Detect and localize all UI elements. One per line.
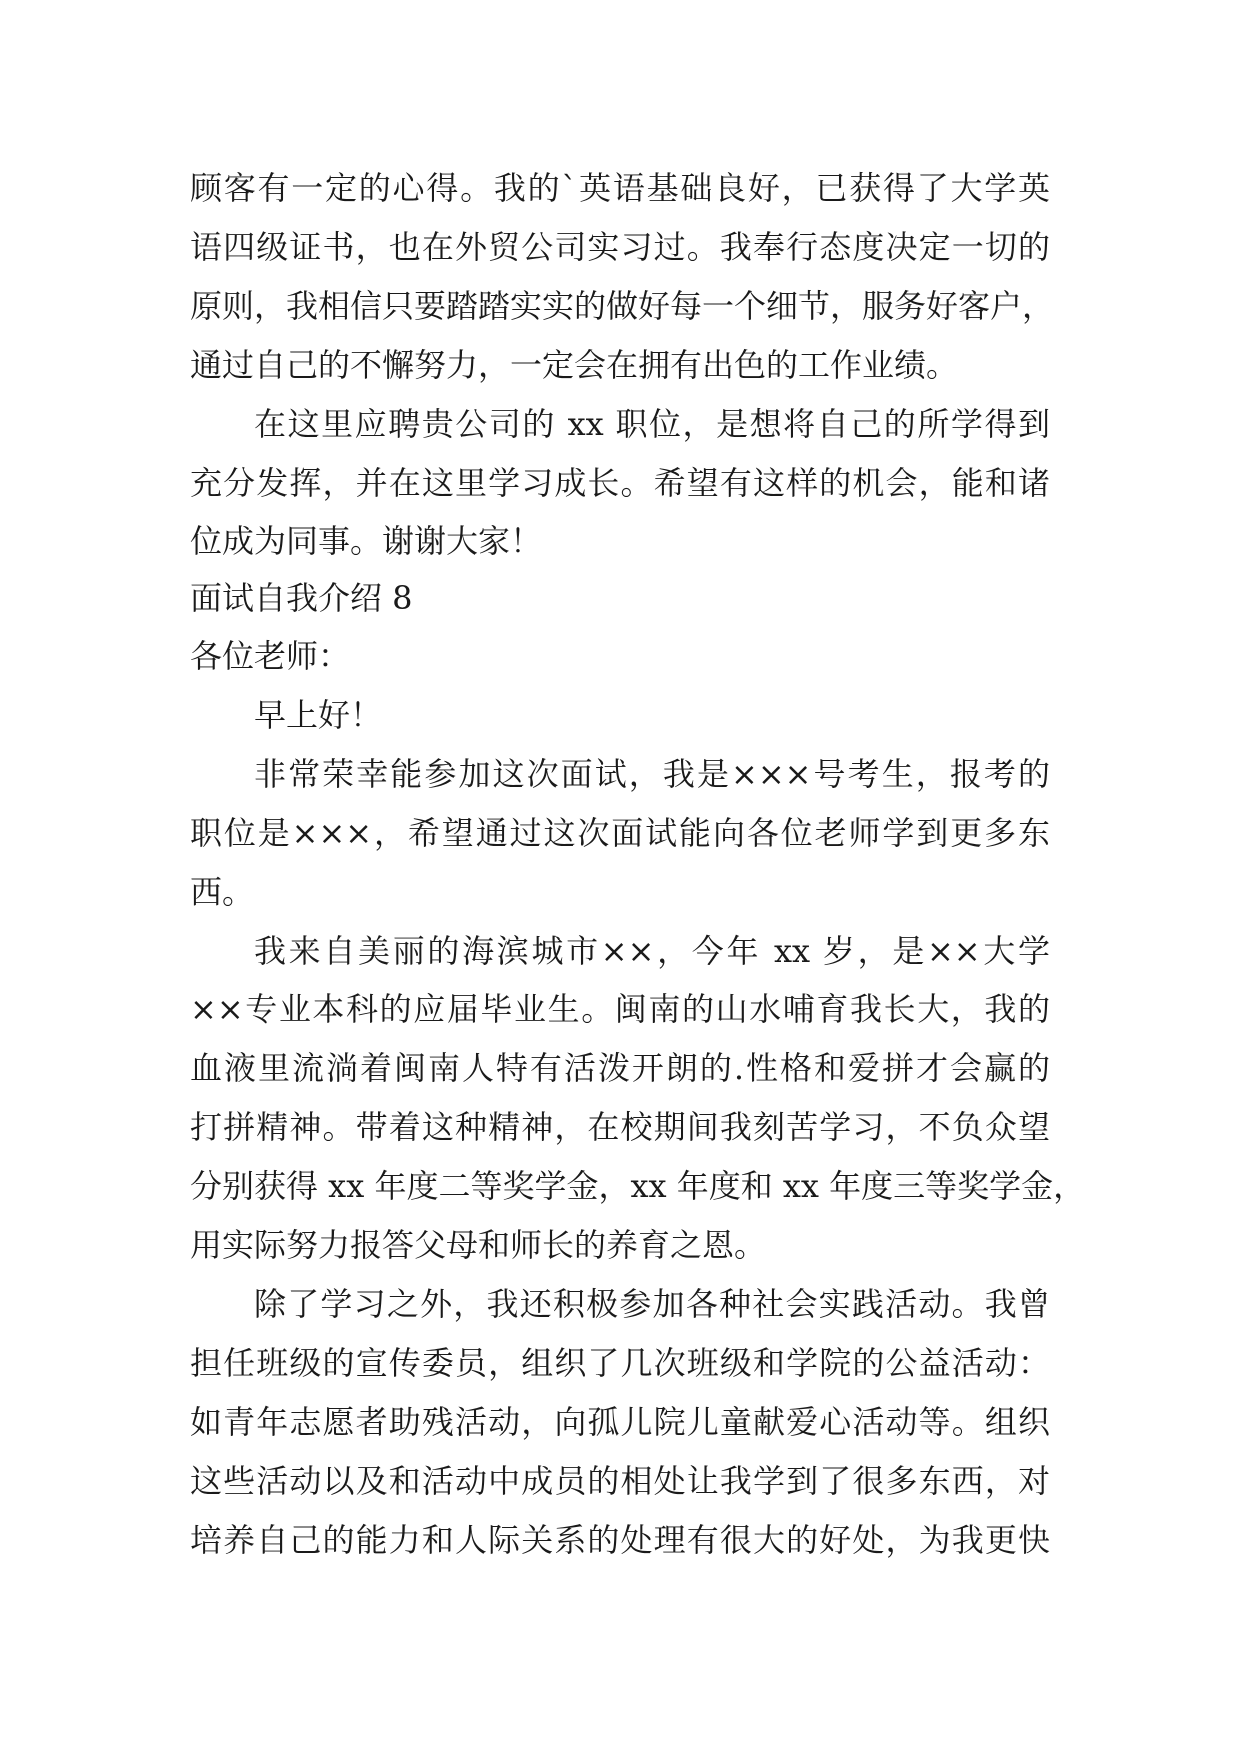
text-line: 位成为同事。谢谢大家！ (190, 522, 543, 560)
text-line: 分别获得 xx 年度二等奖学金，xx 年度和 xx 年度三等奖学金， (190, 1167, 1086, 1205)
section-heading: 面试自我介绍 8 (190, 579, 413, 617)
text-line: 除了学习之外，我还积极参加各种社会实践活动。我曾 (254, 1285, 1050, 1323)
text-line: 非常荣幸能参加这次面试，我是×××号考生，报考的 (254, 755, 1050, 793)
text-line: 血液里流淌着闽南人特有活泼开朗的.性格和爱拼才会赢的 (190, 1049, 1050, 1087)
text-line: 通过自己的不懈努力，一定会在拥有出色的工作业绩。 (190, 346, 959, 384)
text-line: 我来自美丽的海滨城市××，今年 xx 岁，是××大学 (254, 932, 1050, 970)
text-line: 打拼精神。带着这种精神，在校期间我刻苦学习，不负众望 (190, 1108, 1050, 1146)
text-line: 充分发挥，并在这里学习成长。希望有这样的机会，能和诸 (190, 464, 1050, 502)
text-line: 语四级证书，也在外贸公司实习过。我奉行态度决定一切的 (190, 228, 1050, 266)
salutation: 各位老师： (190, 637, 351, 675)
text-line: 顾客有一定的心得。我的`英语基础良好，已获得了大学英 (190, 169, 1050, 207)
text-line: 用实际努力报答父母和师长的养育之恩。 (190, 1226, 767, 1264)
text-line: 在这里应聘贵公司的 xx 职位，是想将自己的所学得到 (254, 405, 1050, 443)
text-line: 培养自己的能力和人际关系的处理有很大的好处，为我更快 (190, 1521, 1050, 1559)
greeting: 早上好！ (254, 696, 383, 734)
text-line: 这些活动以及和活动中成员的相处让我学到了很多东西，对 (190, 1462, 1050, 1500)
text-line: 担任班级的宣传委员，组织了几次班级和学院的公益活动： (190, 1344, 1050, 1382)
text-line: 如青年志愿者助残活动，向孤儿院儿童献爱心活动等。组织 (190, 1403, 1050, 1441)
text-line: ××专业本科的应届毕业生。闽南的山水哺育我长大，我的 (190, 990, 1050, 1028)
text-line: 原则，我相信只要踏踏实实的做好每一个细节，服务好客户， (190, 287, 1055, 325)
text-line: 西。 (190, 873, 255, 911)
text-line: 职位是×××，希望通过这次面试能向各位老师学到更多东 (190, 814, 1050, 852)
